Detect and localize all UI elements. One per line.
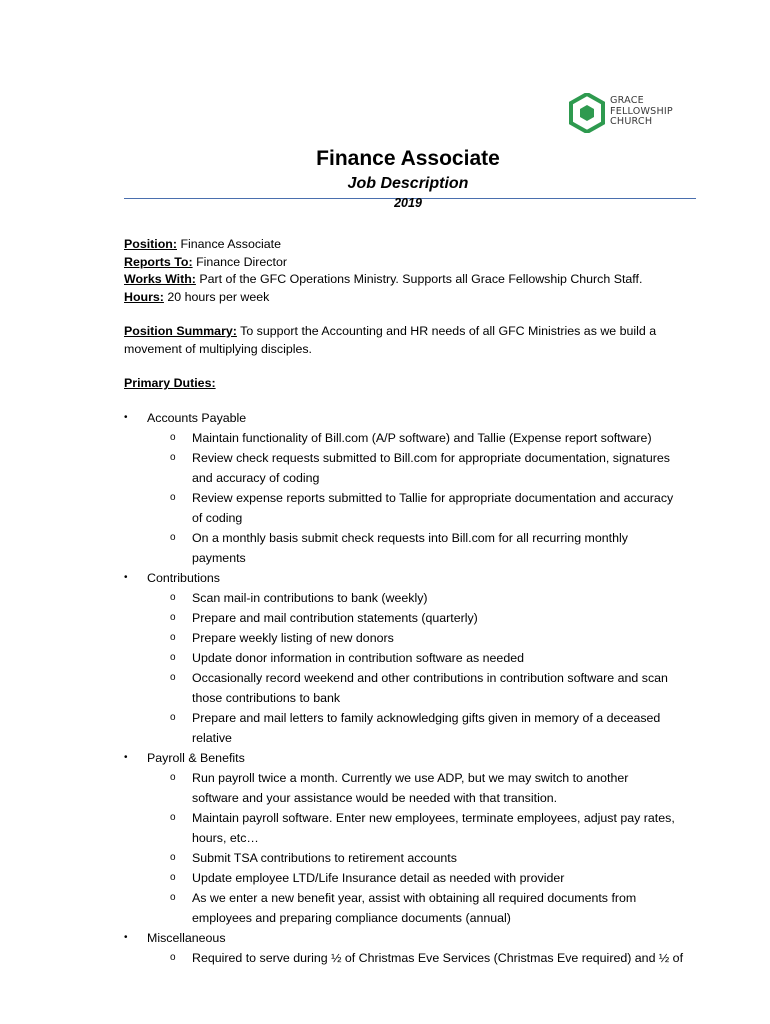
list-item: On a monthly basis submit check requests into Bill.com for all recurring monthly [192,531,628,545]
sub-bullet-icon: o [170,632,176,643]
hexagon-logo-icon [569,93,605,133]
sub-bullet-icon: o [170,812,176,823]
section-payroll-benefits: Payroll & Benefits [147,751,245,765]
sub-bullet-icon: o [170,952,176,963]
list-item: Prepare weekly listing of new donors [192,631,394,645]
list-item: Update employee LTD/Life Insurance detail as needed with provider [192,871,565,885]
list-item: Maintain payroll software. Enter new employees, terminate employees, adjust pay rates, [192,811,675,825]
position-summary [124,324,656,338]
works-with-field [124,272,642,286]
logo-wordmark [610,96,673,128]
sub-bullet-icon: o [170,872,176,883]
hours-label: Hours: [124,290,164,304]
reports-to-label: Reports To: [124,255,193,269]
section-accounts-payable: Accounts Payable [147,411,247,425]
list-item: Submit TSA contributions to retirement accounts [192,851,457,865]
bullet-icon: • [124,412,128,423]
list-item: hours, etc… [192,831,259,845]
works-with-value: Part of the GFC Operations Ministry. Supports all Grace Fellowship Church Staff. [199,272,643,286]
list-item: As we enter a new benefit year, assist with obtaining all required documents from [192,891,637,905]
logo-line-3: CHURCH [610,116,653,127]
list-item: of coding [192,511,243,525]
list-item: Run payroll twice a month. Currently we use ADP, but we may switch to another [192,771,629,785]
list-item: Prepare and mail contribution statements (quarterly) [192,611,478,625]
bullet-icon: • [124,752,128,763]
position-field [124,237,281,251]
sub-bullet-icon: o [170,772,176,783]
list-item: software and your assistance would be needed with that transition. [192,791,558,805]
summary-label: Position Summary: [124,324,237,338]
section-miscellaneous: Miscellaneous [147,931,226,945]
summary-text-line-1: To support the Accounting and HR needs of all GFC Ministries as we build a [240,324,657,338]
list-item: Prepare and mail letters to family acknowledging gifts given in memory of a deceased [192,711,661,725]
list-item: employees and preparing compliance documents (annual) [192,911,511,925]
position-label: Position: [124,237,177,251]
bullet-icon: • [124,572,128,583]
document-subtitle: Job Description [347,175,469,192]
summary-text-line-2: movement of multiplying disciples. [124,342,313,356]
hours-value: 20 hours per week [167,290,270,304]
list-item: Scan mail-in contributions to bank (weekly) [192,591,428,605]
church-logo [569,92,699,136]
sub-bullet-icon: o [170,652,176,663]
primary-duties-heading: Primary Duties: [124,376,216,390]
list-item: Review check requests submitted to Bill.com for appropriate documentation, signatures [192,451,670,465]
list-item: and accuracy of coding [192,471,320,485]
list-item: relative [192,731,232,745]
sub-bullet-icon: o [170,852,176,863]
reports-to-value: Finance Director [196,255,287,269]
document-title: Finance Associate [316,147,500,170]
list-item: Required to serve during ½ of Christmas Eve Services (Christmas Eve required) and ½ of [192,951,684,965]
list-item: Maintain functionality of Bill.com (A/P software) and Tallie (Expense report software) [192,431,652,445]
sub-bullet-icon: o [170,532,176,543]
sub-bullet-icon: o [170,592,176,603]
sub-bullet-icon: o [170,452,176,463]
bullet-icon: • [124,932,128,943]
logo-line-2: FELLOWSHIP [610,105,673,117]
section-contributions: Contributions [147,571,221,585]
list-item: Occasionally record weekend and other contributions in contribution software and scan [192,671,668,685]
position-value: Finance Associate [180,237,282,251]
reports-to-field [124,255,287,269]
list-item: Update donor information in contribution software as needed [192,651,525,665]
sub-bullet-icon: o [170,892,176,903]
sub-bullet-icon: o [170,432,176,443]
hours-field [124,290,269,304]
sub-bullet-icon: o [170,492,176,503]
sub-bullet-icon: o [170,712,176,723]
sub-bullet-icon: o [170,672,176,683]
logo-line-1: GRACE [610,95,644,106]
list-item: Review expense reports submitted to Tallie for appropriate documentation and accuracy [192,491,674,505]
document-year: 2019 [394,196,422,210]
sub-bullet-icon: o [170,612,176,623]
list-item: those contributions to bank [192,691,341,705]
list-item: payments [192,551,246,565]
works-with-label: Works With: [124,272,196,286]
